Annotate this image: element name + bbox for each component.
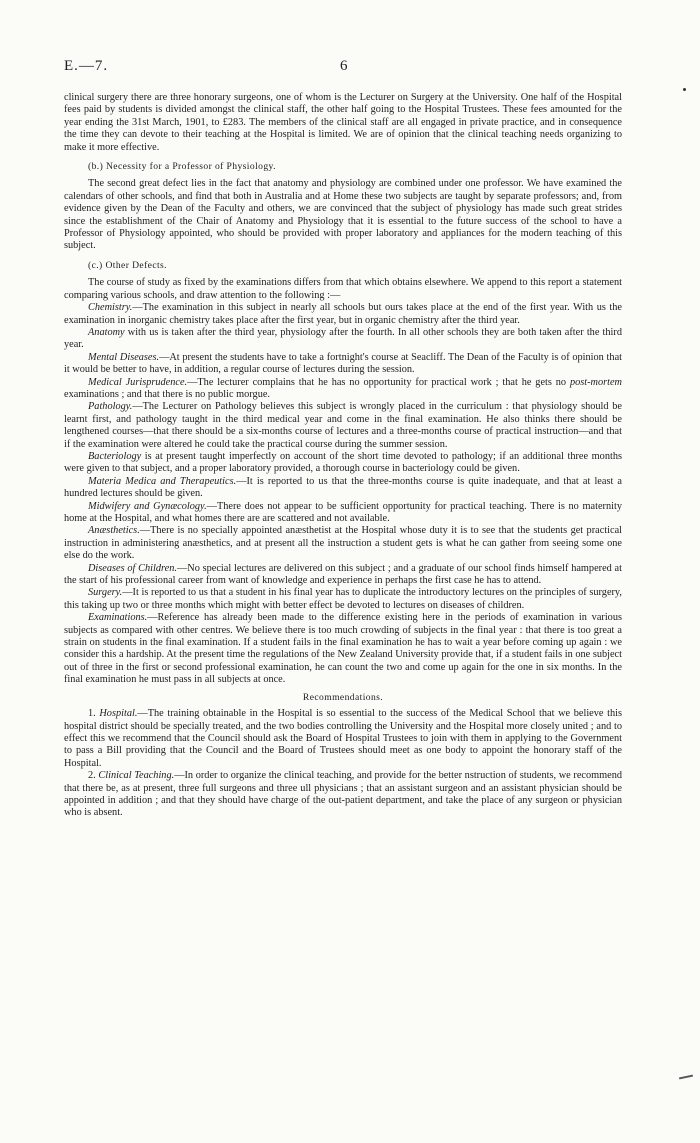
item-number: 1. (88, 708, 100, 720)
paragraph-text: —The Lecturer on Pathology believes this subject is wrongly placed in the curriculum : that physiology should be learnt first, and pathology taught in the third medical year and come in the final examination. He also thinks there should be lengthened courses—that there should be a six-months course of lectures and a three-months course of practical instruction—and that if the examination were altered he could take the practical course during the summer session. (64, 401, 622, 450)
paragraph: The second great defect lies in the fact that anatomy and physiology are combined under one professor. We have examined the calendars of other schools, and find that both in Australia and at Home these two subjects are taught by separate professors; and, from evidence given by the Dean of the Faculty and others, we are convinced that the subject of physiology has made such great strides since the establishment of the Chair of Anatomy and Physiology that it is essential to the future success of the school to have a Professor of Physiology appointed, who should be provided with proper laboratory and appliances for the modern teaching of this subject. (64, 178, 622, 252)
subject-title: Medical Jurisprudence. (88, 376, 188, 388)
section-heading: Recommendations. (302, 691, 384, 703)
paragraph-text: —There does not appear to be sufficient opportunity for practical teaching. There is no maternity home at the Hospital, and what homes there are are scattered and not available. (64, 500, 622, 524)
document-reference: E.—7. (64, 58, 109, 74)
paragraph-text: —Reference has already been made to the difference existing here in the periods of examination in various subjects as compared with other centres. We believe there is too much crowding of subjects in the final year : that there is too great a strain on students in the final examination. If a student fails in the final examination he has to wait a year before coming up again : we consider this a hardship. At the present time the regulations of the New Zealand University provide that, if a student fails in one subject out of three in the first or second professional examination, he can count the two and come up again for the one in six months. In the final examination he must pass in all subjects at once. (64, 612, 622, 686)
paragraph-anaesthetics (64, 525, 622, 562)
paragraph-bacteriology (64, 451, 622, 476)
section-heading: (b.) Necessity for a Professor of Physiology. (88, 161, 276, 173)
paragraph-text: —The training obtainable in the Hospital is so essential to the success of the Medical School that we believe this hospital district should be specially treated, and the two bodies controlling the University and the Hospital more closely united ; and to effect this we recommend that the Council should ask the Board of Hospital Trustees to join with them in applying to the Government to pass a Bill providing that the Council and the Board of Trustees should meet as one body to appoint the honorary staff of the Hospital. (64, 708, 623, 769)
paragraph-text: —It is reported to us that a student in his final year has to duplicate the introductory lectures on the principles of surgery, this taking up two or three months which might with better effect be devoted to lectures on diseases of children. (64, 587, 622, 611)
paragraph-text: —There is no specially appointed anæsthetist at the Hospital whose duty it is to see that the students get practical instruction in administering anæsthetics, and at present all the instruction a student gets is what he can gather from seeing some one else do the work. (64, 525, 622, 562)
paragraph-text: —The examination in this subject in nearly all schools but ours takes place at the end of the first year. With us the examination in inorganic chemistry takes place after the first year, but in organic chemistry after the third year. (64, 302, 622, 326)
paragraph: clinical surgery there are three honorary surgeons, one of whom is the Lecturer on Surgery at the University. One half of the Hospital fees paid by students is divided amongst the clinical staff, the other half going to the Hospital Trustees. These fees amounted for the year ending the 31st March, 1901, to £283. The members of the clinical staff are all engaged in private practice, and in consequence the time they can devote to their teaching at the Hospital is limited. We are of opinion that the clinical teaching needs organizing to make it more effective. (64, 92, 622, 153)
paragraph-text: —The lecturer complains that he has no opportunity for practical work ; that he gets no (187, 376, 570, 388)
paragraph-jurisprudence (64, 377, 622, 402)
item-number: 2. (88, 770, 99, 782)
subject-title: Clinical Teaching. (98, 770, 175, 782)
subject-title: Pathology. (88, 401, 133, 413)
paragraph-midwifery (64, 501, 622, 526)
paragraph-text: is at present taught imperfectly on account of the short time devoted to pathology; if an additional three months were given to that subject, and a proper laboratory provided, a thorough course in bacteriology could be given. (64, 450, 622, 475)
paragraph-anatomy (64, 327, 622, 352)
paragraph-surgery (64, 587, 622, 612)
section-heading: (c.) Other Defects. (88, 259, 167, 271)
subject-title: Chemistry. (88, 302, 133, 314)
subject-title: Surgery. (88, 587, 123, 599)
page-number: 6 (340, 58, 348, 74)
subject-title: Mental Diseases. (88, 351, 160, 363)
paragraph-chemistry (64, 302, 622, 327)
paragraph-pathology (64, 401, 622, 451)
paragraph-text: —At present the students have to take a fortnight's course at Seacliff. The Dean of the Faculty is of opinion that it would be better to have, in addition, a regular course of lectures during the session. (64, 351, 622, 376)
paragraph-mental-diseases (64, 352, 622, 377)
paragraph-text: —In order to organize the clinical teaching, and provide for the better nstruction of students, we recommend that there be, as at present, three full surgeons and three ull physicians ; that an assistant surgeon and an assistant physician should be appointed in addition ; and that they should have charge of the out-patient department, and take the place of any surgeon or physician who is absent. (64, 770, 623, 819)
subject-title: Midwifery and Gynæcology. (88, 500, 207, 512)
paragraph-text: —It is reported to us that the three-months course is quite inadequate, and that at least a hundred lectures should be given. (64, 475, 622, 500)
paragraph-text: with us is taken after the third year, physiology after the fourth. In all other schools they are both taken after the third year. (64, 326, 622, 351)
subject-title: Anatomy (88, 326, 125, 338)
subject-title: Diseases of Children. (88, 562, 177, 574)
page-header (64, 58, 624, 78)
margin-mark (683, 88, 686, 91)
margin-mark (679, 1075, 693, 1080)
subject-title: Examinations. (88, 612, 148, 624)
paragraph-materia-medica (64, 476, 622, 501)
document-body (64, 92, 622, 820)
subject-title: Hospital. (99, 708, 138, 720)
emphasis: post-mortem (569, 376, 622, 388)
recommendation-clinical-teaching (64, 770, 622, 820)
subject-title: Anæsthetics. (88, 525, 140, 537)
paragraph-diseases-of-children (64, 563, 622, 588)
paragraph-examinations (64, 612, 622, 686)
subject-title: Materia Medica and Therapeutics. (88, 475, 237, 487)
paragraph-text: examinations ; and that there is no public morgue. (64, 388, 270, 400)
paragraph: The course of study as fixed by the examinations differs from that which obtains elsewhere. We append to this report a statement comparing various schools, and draw attention to the following :— (64, 277, 622, 301)
recommendation-hospital (64, 708, 622, 770)
subject-title: Bacteriology (88, 450, 142, 462)
paragraph-text: —No special lectures are delivered on this subject ; and a graduate of our school finds himself hampered at the start of his professional career from want of knowledge and experience in perhaps the first case he has to attend. (64, 562, 622, 587)
